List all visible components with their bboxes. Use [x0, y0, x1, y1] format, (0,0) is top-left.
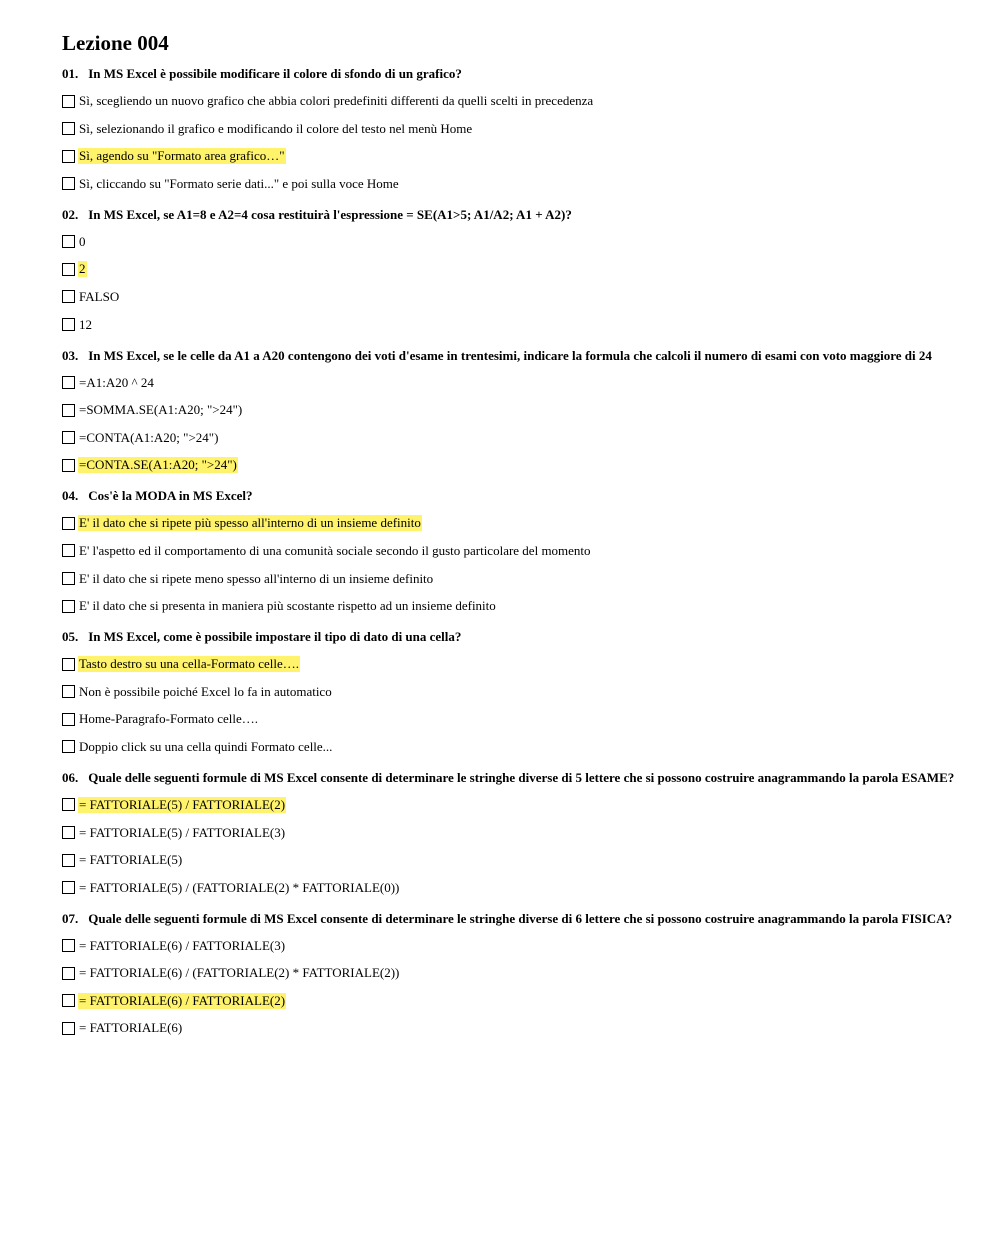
answer-label: = FATTORIALE(6) / FATTORIALE(3): [79, 937, 286, 953]
question-block: [62, 910, 1000, 1038]
answer-label: = FATTORIALE(5): [79, 852, 183, 868]
question-heading: [62, 65, 1000, 83]
checkbox-icon[interactable]: [62, 318, 75, 331]
checkbox-icon[interactable]: [62, 826, 75, 839]
answer-option[interactable]: [62, 597, 1000, 615]
answer-option[interactable]: [62, 796, 1000, 814]
checkbox-icon[interactable]: [62, 404, 75, 417]
checkbox-icon[interactable]: [62, 544, 75, 557]
answer-option[interactable]: [62, 316, 1000, 334]
checkbox-icon[interactable]: [62, 122, 75, 135]
checkbox-icon[interactable]: [62, 600, 75, 613]
checkbox-icon[interactable]: [62, 150, 75, 163]
question-block: [62, 347, 1000, 475]
checkbox-icon[interactable]: [62, 517, 75, 530]
answer-label: = FATTORIALE(6): [79, 1020, 183, 1036]
checkbox-icon[interactable]: [62, 376, 75, 389]
answer-option[interactable]: [62, 1019, 1000, 1037]
question-heading: [62, 206, 1000, 224]
checkbox-icon[interactable]: [62, 685, 75, 698]
question-heading: [62, 628, 1000, 646]
checkbox-icon[interactable]: [62, 459, 75, 472]
checkbox-icon[interactable]: [62, 1022, 75, 1035]
question-heading: [62, 347, 1000, 365]
answer-option[interactable]: [62, 937, 1000, 955]
answer-label: FALSO: [79, 288, 120, 304]
answer-label: 0: [79, 233, 86, 249]
checkbox-icon[interactable]: [62, 263, 75, 276]
checkbox-icon[interactable]: [62, 713, 75, 726]
answer-option[interactable]: [62, 429, 1000, 447]
checkbox-icon[interactable]: [62, 431, 75, 444]
question-text: Cos'è la MODA in MS Excel?: [88, 488, 253, 504]
answer-option[interactable]: [62, 374, 1000, 392]
correct-answer-label: 2: [79, 261, 86, 277]
question-text: Quale delle seguenti formule di MS Excel consente di determinare le stringhe diverse di 6 lettere che si possono costruire anagrammando la parola FISICA?: [88, 910, 953, 926]
question-text: Quale delle seguenti formule di MS Excel consente di determinare le stringhe diverse di 5 lettere che si possono costruire anagrammando la parola ESAME?: [88, 769, 955, 785]
question-number: 03.: [62, 347, 79, 363]
page-title: Lezione 004: [62, 31, 169, 55]
checkbox-icon[interactable]: [62, 798, 75, 811]
answer-option[interactable]: [62, 288, 1000, 306]
answer-option[interactable]: [62, 738, 1000, 756]
answer-option[interactable]: [62, 879, 1000, 897]
answer-option[interactable]: [62, 542, 1000, 560]
answer-label: Doppio click su una cella quindi Formato celle...: [79, 738, 333, 754]
correct-answer-label: = FATTORIALE(5) / FATTORIALE(2): [79, 796, 286, 812]
answer-option[interactable]: [62, 401, 1000, 419]
answer-label: E' l'aspetto ed il comportamento di una comunità sociale secondo il gusto particolare del momento: [79, 542, 591, 558]
correct-answer-label: = FATTORIALE(6) / FATTORIALE(2): [79, 992, 286, 1008]
checkbox-icon[interactable]: [62, 235, 75, 248]
question-text: In MS Excel, se A1=8 e A2=4 cosa restituirà l'espressione = SE(A1>5; A1/A2; A1 + A2)?: [88, 206, 572, 222]
question-number: 07.: [62, 910, 79, 926]
question-text: In MS Excel, come è possibile impostare il tipo di dato di una cella?: [88, 629, 462, 645]
checkbox-icon[interactable]: [62, 572, 75, 585]
answer-label: =CONTA(A1:A20; ">24"): [79, 429, 219, 445]
checkbox-icon[interactable]: [62, 939, 75, 952]
correct-answer-label: Sì, agendo su "Formato area grafico…": [79, 148, 285, 164]
answer-option[interactable]: [62, 175, 1000, 193]
answer-option[interactable]: [62, 992, 1000, 1010]
checkbox-icon[interactable]: [62, 994, 75, 1007]
answer-label: Sì, scegliendo un nuovo grafico che abbia colori predefiniti differenti da quelli scelti in precedenza: [79, 93, 594, 108]
answer-label: E' il dato che si ripete meno spesso all'interno di un insieme definito: [79, 570, 434, 586]
answer-option[interactable]: [62, 824, 1000, 842]
answer-option[interactable]: [62, 147, 1000, 165]
question-heading: [62, 910, 1000, 928]
checkbox-icon[interactable]: [62, 177, 75, 190]
question-number: 05.: [62, 629, 79, 645]
question-block: [62, 206, 1000, 334]
question-number: 06.: [62, 769, 79, 785]
correct-answer-label: =CONTA.SE(A1:A20; ">24"): [79, 457, 237, 473]
answer-option[interactable]: [62, 233, 1000, 251]
checkbox-icon[interactable]: [62, 740, 75, 753]
question-block: [62, 769, 1000, 897]
answer-option[interactable]: [62, 851, 1000, 869]
checkbox-icon[interactable]: [62, 290, 75, 303]
question-number: 04.: [62, 488, 79, 504]
answer-option[interactable]: [62, 655, 1000, 673]
answer-label: Home-Paragrafo-Formato celle….: [79, 711, 259, 727]
answer-label: E' il dato che si presenta in maniera più scostante rispetto ad un insieme definito: [79, 598, 496, 614]
answer-label: Sì, selezionando il grafico e modificando il colore del testo nel menù Home: [79, 120, 473, 136]
checkbox-icon[interactable]: [62, 967, 75, 980]
checkbox-icon[interactable]: [62, 95, 75, 108]
answer-option[interactable]: [62, 710, 1000, 728]
answer-label: = FATTORIALE(6) / (FATTORIALE(2) * FATTORIALE(2)): [79, 965, 400, 981]
checkbox-icon[interactable]: [62, 658, 75, 671]
answer-label: Non è possibile poiché Excel lo fa in automatico: [79, 683, 332, 699]
question-text: In MS Excel, se le celle da A1 a A20 contengono dei voti d'esame in trentesimi, indicare la formula che calcoli il numero di esami con voto maggiore di 24: [88, 347, 932, 363]
answer-option[interactable]: [62, 120, 1000, 138]
answer-option[interactable]: [62, 514, 1000, 532]
checkbox-icon[interactable]: [62, 881, 75, 894]
correct-answer-label: Tasto destro su una cella-Formato celle….: [79, 656, 300, 672]
answer-option[interactable]: [62, 260, 1000, 278]
answer-option[interactable]: [62, 570, 1000, 588]
checkbox-icon[interactable]: [62, 854, 75, 867]
question-block: [62, 487, 1000, 615]
question-text: In MS Excel è possibile modificare il colore di sfondo di un grafico?: [88, 66, 462, 81]
answer-label: 12: [79, 316, 92, 332]
correct-answer-label: E' il dato che si ripete più spesso all'interno di un insieme definito: [79, 515, 421, 531]
question-number: 02.: [62, 206, 79, 222]
answer-option[interactable]: [62, 964, 1000, 982]
question-list: [62, 65, 1000, 1037]
answer-label: Sì, cliccando su "Formato serie dati..." e poi sulla voce Home: [79, 175, 399, 191]
answer-label: = FATTORIALE(5) / (FATTORIALE(2) * FATTORIALE(0)): [79, 879, 400, 895]
question-block: [62, 628, 1000, 756]
answer-label: =A1:A20 ^ 24: [79, 374, 154, 390]
answer-option[interactable]: [62, 92, 1000, 110]
answer-option[interactable]: [62, 456, 1000, 474]
answer-label: = FATTORIALE(5) / FATTORIALE(3): [79, 824, 286, 840]
answer-label: =SOMMA.SE(A1:A20; ">24"): [79, 402, 243, 418]
question-heading: [62, 769, 1000, 787]
answer-option[interactable]: [62, 683, 1000, 701]
question-heading: [62, 487, 1000, 505]
question-block: [62, 65, 1000, 193]
question-number: 01.: [62, 66, 79, 81]
